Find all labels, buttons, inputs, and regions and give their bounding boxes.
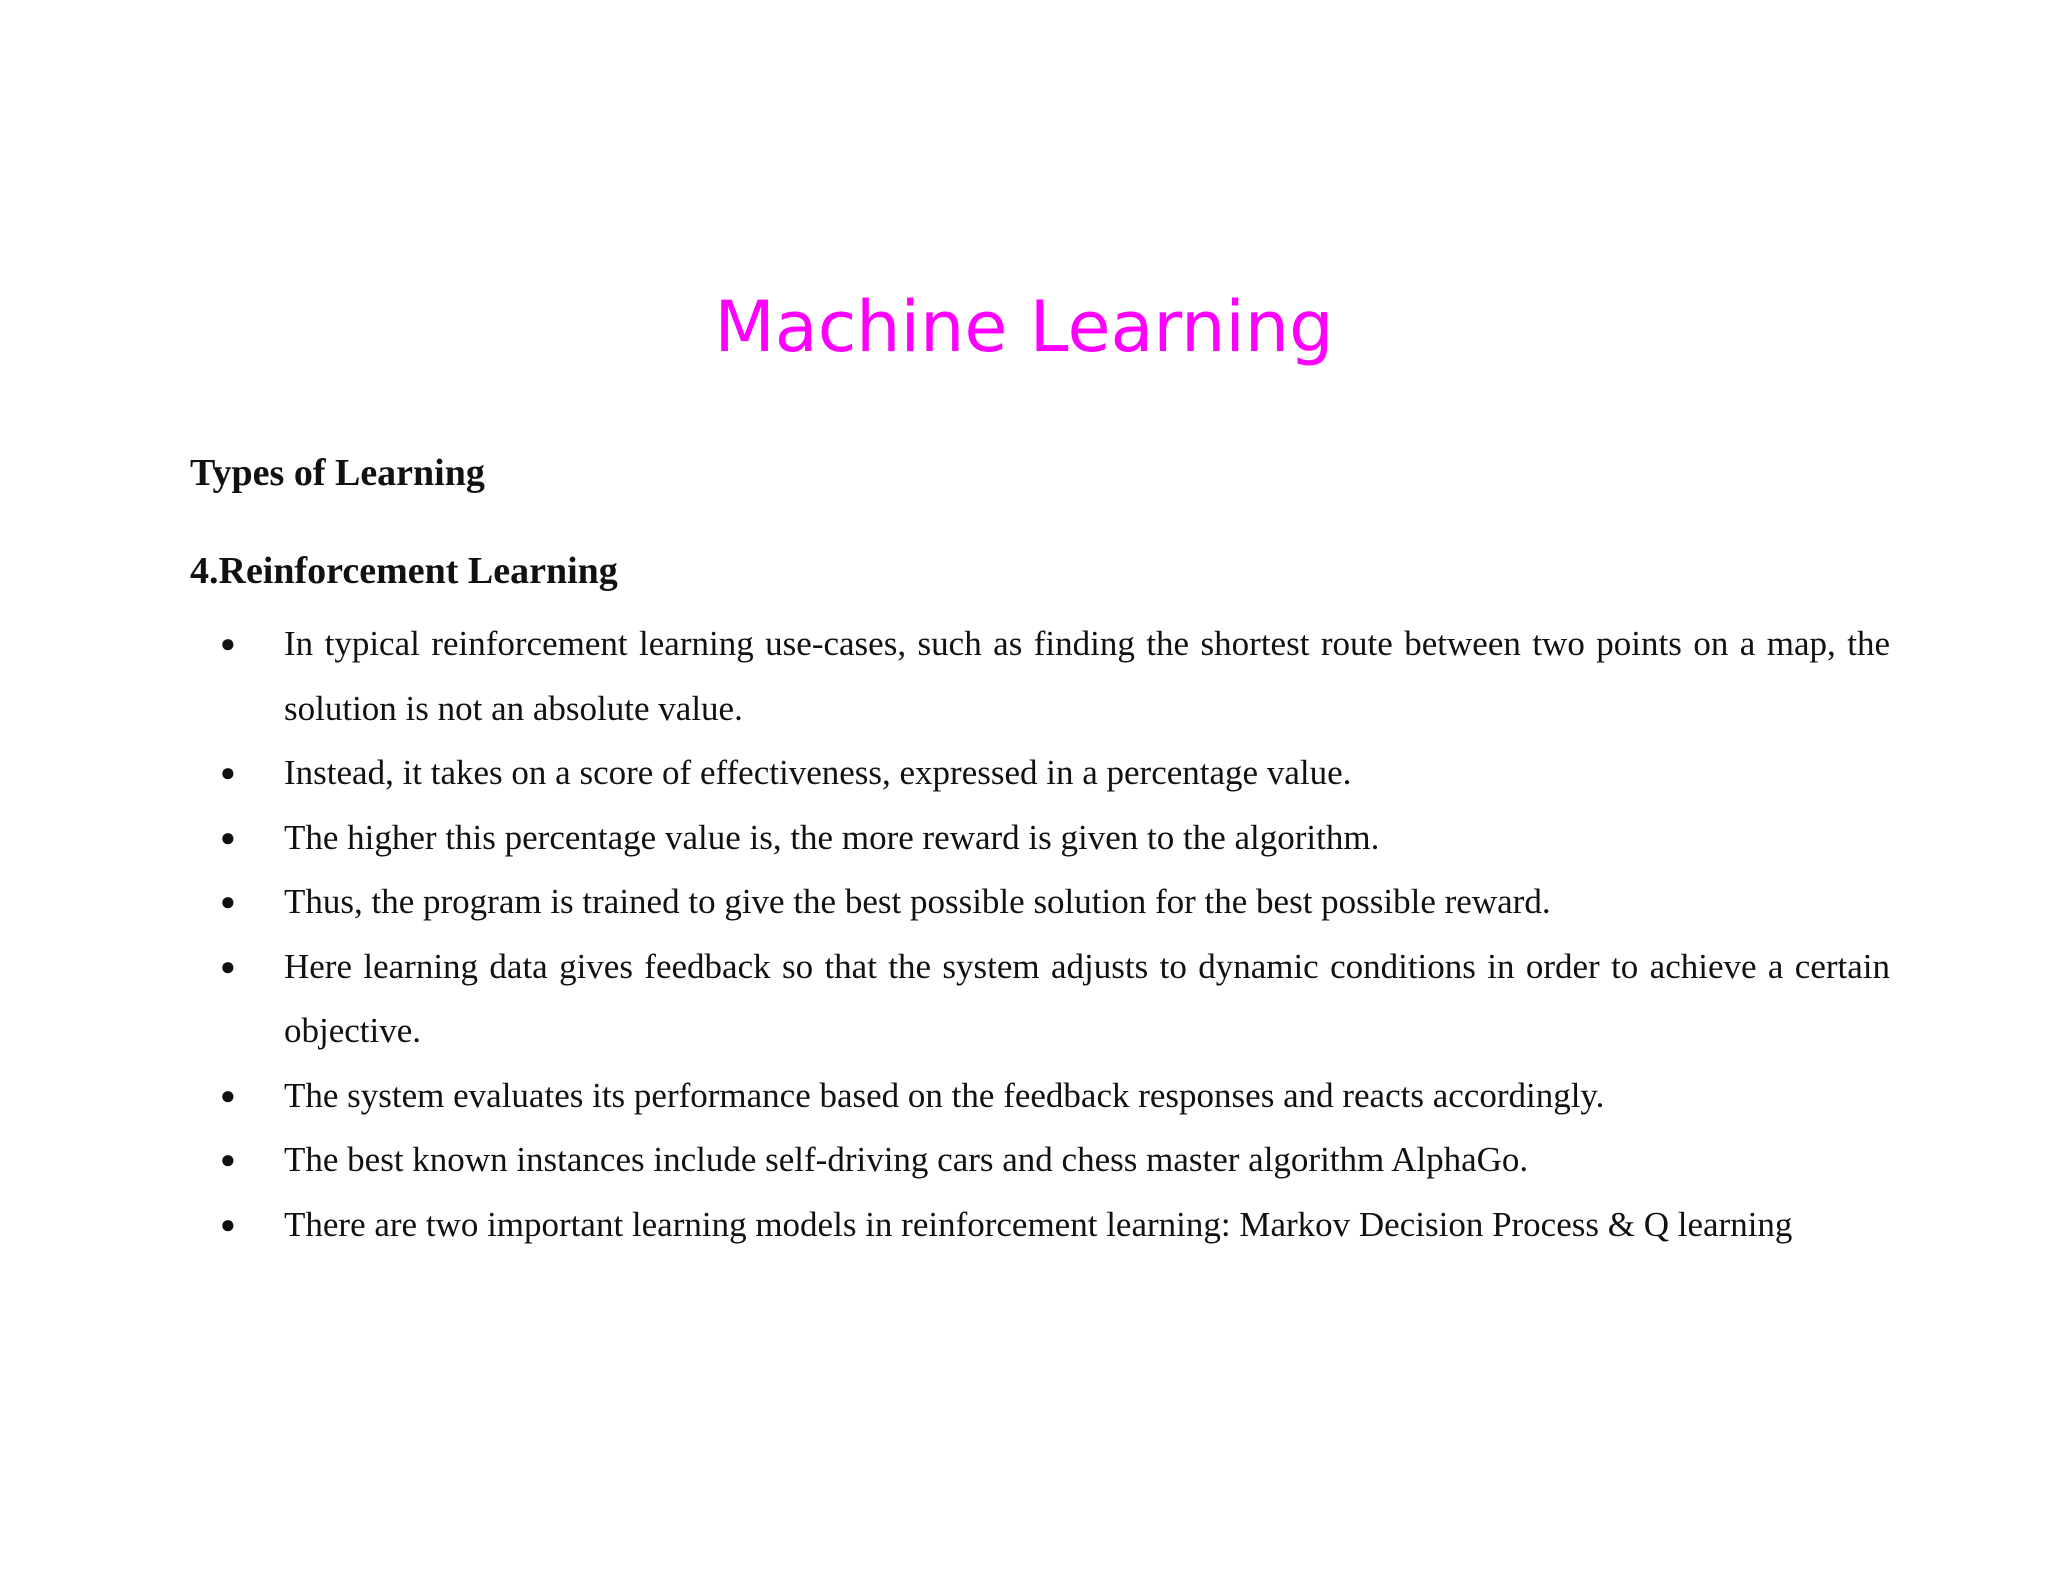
bullet-text: There are two important learning models in reinforcement learning: Markov Decision Process & Q learning <box>284 1204 1793 1244</box>
sub-heading: 4.Reinforcement Learning <box>190 550 618 592</box>
bullet-text: The system evaluates its performance based on the feedback responses and reacts accordingly. <box>284 1075 1605 1115</box>
bullet-item <box>190 612 1890 741</box>
bullet-icon: ● <box>220 951 236 981</box>
page-title: Machine Learning <box>714 286 1334 368</box>
bullet-text: Thus, the program is trained to give the best possible solution for the best possible reward. <box>284 882 1551 921</box>
bullet-text: The best known instances include self-driving cars and chess master algorithm AlphaGo. <box>284 1140 1529 1179</box>
bullet-list <box>190 612 1890 1257</box>
section-heading: Types of Learning <box>190 452 485 494</box>
bullet-item <box>190 870 1890 935</box>
bullet-text: Here learning data gives feedback so that the system adjusts to dynamic conditions in order to achieve a certain objective. <box>284 946 1890 1050</box>
bullet-icon: ● <box>220 758 236 787</box>
bullet-item <box>190 806 1890 871</box>
bullet-text: The higher this percentage value is, the more reward is given to the algorithm. <box>284 817 1380 857</box>
bullet-icon: ● <box>220 887 236 916</box>
bullet-icon: ● <box>220 1080 236 1110</box>
bullet-item <box>190 1128 1890 1193</box>
bullet-text: Instead, it takes on a score of effectiveness, expressed in a percentage value. <box>284 753 1352 792</box>
bullet-icon: ● <box>220 1209 236 1239</box>
bullet-icon: ● <box>220 822 236 852</box>
bullet-item <box>190 1064 1890 1129</box>
bullet-item <box>190 1193 1890 1258</box>
bullet-icon: ● <box>220 629 236 658</box>
bullet-item <box>190 741 1890 806</box>
bullet-item <box>190 935 1890 1064</box>
bullet-text: In typical reinforcement learning use-cases, such as finding the shortest route between two points on a map, the solution is not an absolute value. <box>284 624 1890 728</box>
bullet-icon: ● <box>220 1145 236 1174</box>
